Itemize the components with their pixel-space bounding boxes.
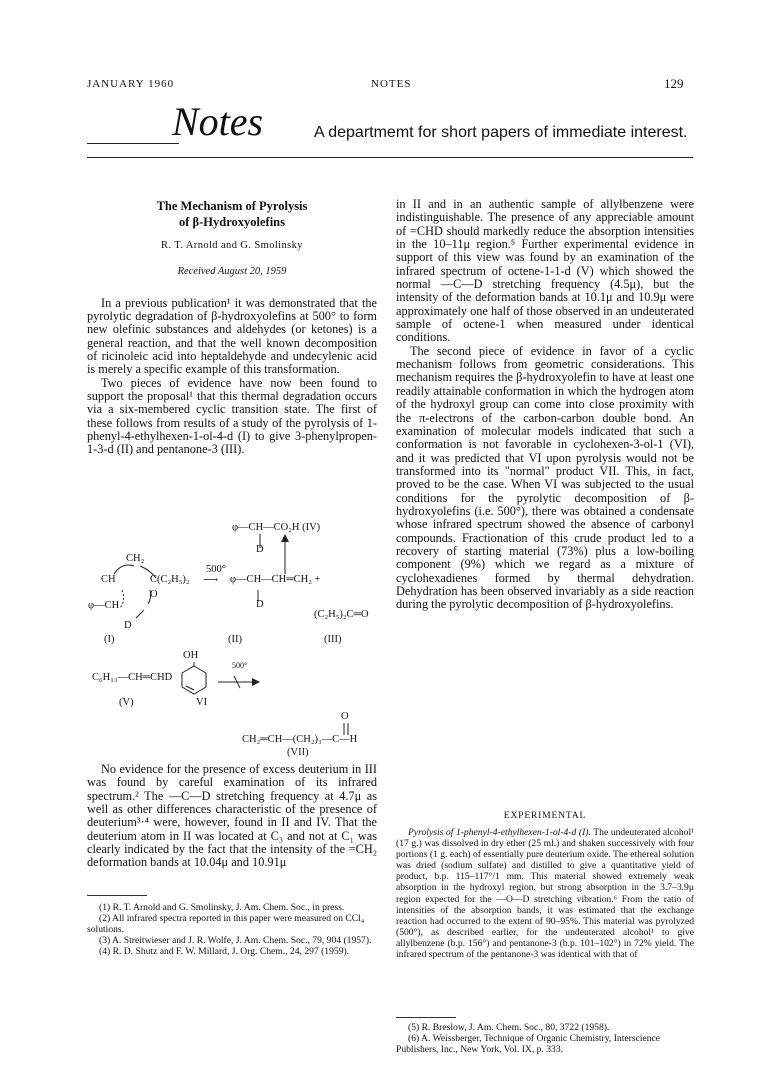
scheme-phch: φ—CH [88, 600, 120, 611]
scheme-label-i: (I) [104, 634, 115, 645]
left-column-continued [87, 763, 377, 870]
footnote-1: (1) R. T. Arnold and G. Smolinsky, J. Am. Chem. Soc., in press. [99, 902, 345, 913]
scheme-ketone: (C₂H₅)₂C═O [314, 609, 369, 620]
scheme-v-formula: C₆H₁₃—CH═CHD [92, 672, 173, 683]
footnotes-left [87, 902, 377, 957]
scheme-iv-formula: φ—CH—CO₂H (IV) [232, 522, 321, 533]
running-header-date: JANUARY 1960 [87, 78, 175, 90]
footnote-5: (5) R. Breslow, J. Am. Chem. Soc., 80, 3722 (1958). [408, 1022, 610, 1033]
article-title-line2: of β-Hydroxyolefins [178, 215, 285, 229]
scheme-label-ii: (II) [228, 634, 242, 645]
footnotes-right [396, 1022, 694, 1055]
scheme-ch-left: CH [101, 574, 116, 585]
notes-banner-tagline: A departmemt for short papers of immediate interest. [314, 124, 688, 141]
banner-rule-long [87, 157, 693, 158]
scheme-ii-deuterium: D [256, 599, 264, 610]
reaction-arrow-glyph: ⟶ [203, 575, 219, 586]
scheme-label-vi: VI [196, 697, 208, 708]
scheme-carbonyl-oxygen: O [341, 711, 349, 722]
experimental-section [396, 827, 694, 960]
banner-rule-short [87, 143, 179, 144]
footnote-4: (4) R. D. Shutz and F. W. Millard, J. Org. Chem., 24, 297 (1959). [99, 946, 350, 958]
page-number: 129 [664, 76, 684, 91]
scheme-vii-formula: CH₂═CH—(CH₂)₃—C—H [242, 734, 358, 745]
scheme-label-iii: (III) [324, 634, 342, 645]
experimental-subtitle: Pyrolysis of 1-phenyl-4-ethylhexen-1-ol-4-d (I). [408, 827, 591, 838]
scheme-i-deuterium: D [124, 620, 132, 631]
scheme-temp-500-vi: 500° [232, 661, 248, 670]
cyclohexene-ring-svg [178, 660, 278, 704]
article-title-line1: The Mechanism of Pyrolysis [156, 199, 308, 213]
scheme-ring-oxygen: O [150, 589, 158, 600]
notes-banner-title: Notes [172, 99, 264, 144]
paragraph-intro: In a previous publication¹ it was demonstrated that the pyrolytic degradation of β-hydroxyolefins at 500° to form new olefinic substances and aldehydes (or ketones) is a general reaction, and that the well known decomposition of ricinoleic acid into heptaldehyde and undecylenic acid is merely a specific example of this transformation. [87, 295, 377, 377]
transition-state-svg [100, 560, 190, 620]
running-header-section: NOTES [371, 78, 412, 90]
paragraph-cyclic-mechanism: The second piece of evidence in favor of a cyclic mechanism follows from geometric considerations. This mechanism requires the β-hydroxyolefin to have at least one readily attainable conformation in which the hydrogen atom of the hydroxyl group can come into close proximity with the π-electrons of the carbon-carbon double bond. An examination of molecular models indicated that such a conformation is not favorable in cyclohexen-3-ol-1 (VI), and it was predicted that VI upon pyrolysis would not be transformed into its "normal" product VII. This, in fact, proved to be the case. When VI was subjected to the usual conditions for the pyrolytic decomposition of β-hydroxyolefins (i.e. 500°), there was obtained a condensate whose infrared spectrum showed the absence of carbonyl compounds. Fractionation of this crude product led to a recovery of starting material (73%) plus a low-boiling component (9%) which we regard as a mixture of cyclohexadienes formed by thermal dehydration. Dehydration has been observed invariably as a side reaction during the pyrolytic decomposition of β-hydroxyolefins. [396, 343, 694, 612]
footnote-3: (3) A. Streitwieser and J. R. Wolfe, J. Am. Chem. Soc., 79, 904 (1957). [99, 935, 372, 947]
article-authors: R. T. Arnold and G. Smolinsky [161, 240, 303, 251]
scheme-label-v: (V) [119, 697, 134, 708]
received-date: Received August 20, 1959 [177, 266, 287, 278]
scheme-temp-500: 500° [206, 564, 226, 575]
scheme-oh: OH [183, 650, 199, 661]
right-column [396, 198, 694, 612]
paragraph-deuterium-evidence: No evidence for the presence of excess deuterium in III was found by careful examination of its infrared spectrum.² The —C—D stretching frequency at 4.7μ as well as other differences characteristic of the presence of deuterium³·⁴ were, however, found in II and IV. That the deuterium atom in II was located at C₃ and not at C₁ was clearly indicated by the fact that the intensity of the =CH₂ deformation bands at 10.04μ and 10.91μ [87, 762, 377, 870]
footnote-2: (2) All infrared spectra reported in this paper were measured on CCl₄ solutions. [87, 913, 365, 936]
scheme-product-ii: φ—CH—CH═CH₂ + [230, 574, 321, 585]
footnote-rule-left [87, 895, 147, 896]
experimental-text: The undeuterated alcohol¹ (17 g.) was dissolved in dry ether (25 ml.) and shaken successively with four portions (1 g. each) of essentially pure deuterium oxide. The ethereal solution was dried (sodium sulfate) and distilled to give a quantitative yield of product, b.p. 115–117°/1 mm. This material showed extremely weak absorption in the hydroxyl region, but strong absorption in the 3.7–3.9μ region expected for the —O—D stretching vibration.⁶ From the ratio of intensities of the absorption bands, it was estimated that the exchange reaction had occurred to the extent of 90–95%. This material was pyrolyzed (500°), as described earlier, for the undeuterated alcohol¹ to give allylbenzene (b.p. 156°) and pentanone-3 (b.p. 101–102°) in 72% yield. The infrared spectrum of the pentanone-3 was identical with that of [396, 827, 694, 961]
footnote-rule-right [396, 1017, 456, 1018]
paragraph-evidence: Two pieces of evidence have now been found to support the proposal¹ that this thermal degradation occurs via a six-membered cyclic transition state. The first of these follows from results of a study of the pyrolysis of 1-phenyl-4-ethylhexen-1-ol-4-d (I) to give 3-phenylpropen-1-3-d (II) and pentanone-3 (III). [87, 375, 377, 457]
scheme-label-vii: (VII) [287, 747, 309, 758]
experimental-heading: EXPERIMENTAL [503, 810, 587, 821]
paragraph-octene-evidence: in II and in an authentic sample of allylbenzene were indistinguishable. The presence of any appreciable amount of =CHD should markedly reduce the absorption intensities in the 10–11μ region.⁵ Further experimental evidence in support of this view was found by an examination of the infrared spectrum of octene-1-1-d (V) which showed the normal —C—D stretching frequency (4.5μ), but the intensity of the deformation bands at 10.1μ and 10.9μ were approximately one half of those observed in an undeuterated sample of octene-1 when measured under identical conditions. [396, 197, 694, 345]
scheme-iv-deuterium: D [256, 544, 264, 555]
left-column [87, 198, 377, 457]
footnote-6: (6) A. Weissberger, Technique of Organic Chemistry, Interscience Publishers, Inc., New York, Vol. IX, p. 333. [396, 1033, 661, 1056]
scheme-cc2h5: C(C₂H₅)₂ [150, 574, 190, 585]
scheme-ch2: CH₂ [126, 553, 145, 564]
